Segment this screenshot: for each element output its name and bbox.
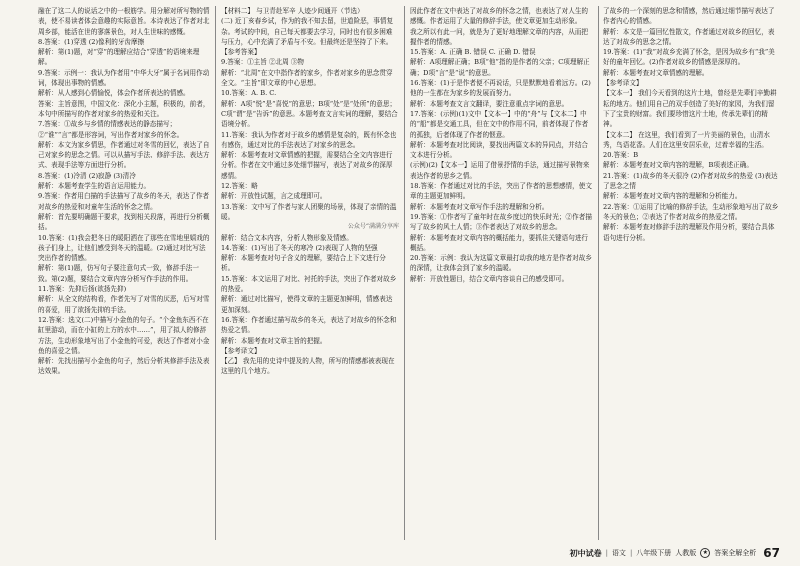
answer-paragraph: 9.答案：①主旨 ②北周 ③物 — [221, 58, 305, 67]
answer-paragraph: 解析：A项“悦”是“喜悦”的意思；B项“处”是“处所”的意思；C项“谓”是“告诉”的意思。本题考查文言实词的理解，要结合语境分析。 — [221, 99, 398, 129]
watermark-text: 公众号“满满分享库 — [347, 223, 399, 231]
footer-brand: 初中试卷 — [569, 548, 602, 558]
column-3 — [410, 6, 593, 540]
answer-paragraph: 因此作者在文中表达了对故乡的怀念之情，也表达了对人生的感慨。作者运用了大量的修辞手法，使文章更加生动形象。 — [410, 7, 589, 26]
footer-separator: | — [629, 549, 633, 557]
answer-paragraph: 14.答案：(1)写出了冬天的寒冷 (2)表现了人物的坚强 — [221, 243, 378, 252]
answer-paragraph: 8.答案：(1)冷清 (2)寂静 (3)清冷 — [38, 171, 136, 180]
answer-paragraph: 解析：本题考查对文章内容的概括能力，要抓住关键语句进行概括。 — [410, 233, 589, 252]
answer-paragraph: 解析：本题考查对文章主旨的把握。 — [221, 336, 327, 345]
answer-paragraph: 解析：本题考查对文章情感的把握，需要结合全文内容进行分析。作者在文中通过多处细节描写，表达了对故乡的深厚感情。 — [221, 151, 393, 180]
answer-paragraph: 解析：从全文的结构看，作者先写了对雪的厌恶，后写对雪的喜爱，用了欲扬先抑的手法。 — [38, 295, 210, 314]
answer-paragraph: 解析：本文是一篇回忆性散文，作者通过对故乡的回忆，表达了对故乡的思念之情。 — [603, 27, 775, 46]
answer-paragraph: 解析：第(1)题，仿写句子要注意句式一致，修辞手法一致。第(2)题，要结合文章内容分析写作手法的作用。 — [38, 264, 199, 283]
answer-paragraph: 17.答案：(示例)(1)文中【文本一】中的“舟”与【文本二】中的“船”都是交通工具，但在文中的作用不同，前者体现了作者的孤独，后者体现了作者的惬意。 — [410, 109, 589, 139]
answer-paragraph: 解析：本题考查对文章情感的理解。 — [603, 68, 709, 77]
answer-paragraph: 16.答案：作者通过描写故乡的冬天，表达了对故乡的怀念和热爱之情。 — [221, 315, 397, 335]
answer-paragraph: 解析：本题考查文言文翻译，要注意重点字词的意思。 — [410, 99, 569, 108]
answer-paragraph: 21.答案：(1)故乡的冬天很冷 (2)作者对故乡的热爱 (3)表达了思念之情 — [603, 171, 778, 191]
answer-paragraph: 15.答案：A. 正确 B. 错误 C. 正确 D. 错误 — [410, 48, 536, 57]
answer-paragraph: 解析：本题考查学生的语言运用能力。 — [38, 182, 151, 191]
answer-paragraph: 13.答案：文中写了作者与家人团聚的场景，体现了亲情的温暖。 — [221, 202, 397, 221]
answer-paragraph: 22.答案：①运用了比喻的修辞手法，生动形象地写出了故乡冬天的景色；②表达了作者对故乡的热爱之情。 — [603, 202, 779, 221]
column-divider — [215, 6, 216, 540]
star-icon: ★ — [700, 548, 710, 558]
answer-paragraph: 【参考译文】 — [603, 79, 643, 88]
answer-paragraph: 20.答案：B — [603, 151, 639, 160]
answer-paragraph: 解析：A项理解正确；B项“他”指的是作者的父亲；C项理解正确；D项“言”是“说”的意思。 — [410, 58, 590, 77]
answer-paragraph: 了故乡的一个深刻的思念和情感，然后通过细节描写表达了作者内心的情感。 — [603, 7, 775, 26]
column-divider — [598, 6, 599, 540]
answer-paragraph: 8.答案：(1)穿透 (2)像利的牙齿摩擦 — [38, 37, 145, 46]
answer-paragraph: 解析：本题考查对修辞手法的理解及作用分析，要结合具体语句进行分析。 — [603, 223, 775, 242]
answer-paragraph: 答案：主旨意图，中国文化：深化小主题，积极的，前者，本句中所描写的作者对家乡的热爱和关注。 — [38, 99, 210, 118]
answer-paragraph: 19.答案：①作者写了童年时在故乡度过的快乐时光；②作者描写了故乡的风土人情；③作者表达了对故乡的思念。 — [410, 212, 592, 232]
answer-paragraph: 【参考答案】 — [221, 48, 261, 57]
answer-paragraph: 解析：第(1)题，对“穿”的理解应结合“穿透”的语境来理解。 — [38, 48, 200, 67]
answer-paragraph: 9.答案：示例一：我认为作者用“中华大牙”属于名词用作动词，体现出事物的情感。 — [38, 68, 210, 88]
column-1 — [38, 6, 210, 540]
answer-paragraph: 解析：首先要明确题干要求，找到相关段落，再进行分析概括。 — [38, 212, 210, 232]
answer-paragraph: 解析：先找出描写小金鱼的句子，然后分析其修辞手法及表达效果。 — [38, 357, 210, 376]
column-divider — [404, 6, 405, 540]
answer-paragraph: 10.答案：(1)我会把冬日的暖阳洒在了那些在雪地里嬉戏的孩子们身上，让他们感受到冬天的温暖。(2)通过对比写法突出作者的情感。 — [38, 233, 210, 263]
answer-paragraph: 16.答案：(1)于是作者便不再说话，只是默默地看着远方。(2)他的一生都在为家乡的发展而努力。 — [410, 79, 591, 98]
answer-paragraph: (二) 近丁亥春乡试，作为的我不知去留，世道险恶，事情复杂。考试的中间，自己每天都要去学习，同时也有很多困难与压力，心中充满了矛盾与不安。但最终还是坚持了下来。 — [221, 17, 394, 46]
answer-paragraph: 解析：本题考查对文章写作手法的理解和分析。 — [410, 202, 549, 211]
answer-paragraph: 解析：开放性试题，言之成理即可。 — [221, 192, 327, 201]
answer-paragraph: 【材料二】 与卫青赴军辛 人迹少间通开（节选） — [221, 7, 364, 15]
footer-grade: 八年级下册 — [636, 549, 672, 557]
page-number: 67 — [763, 546, 780, 560]
answer-paragraph: 解析：开放性题目，结合文章内容谈自己的感受即可。 — [410, 274, 569, 283]
answer-paragraph: 解析：本文为家乡情思，作者通过对冬雪的回忆，表达了自己对家乡的思念之情。可以从描写手法、修辞手法、表达方式、表现手法等方面进行分析。 — [38, 140, 210, 170]
answer-paragraph: 解析：结合文本内容，分析人物形象及情感。 — [221, 233, 353, 242]
answer-paragraph: 融在了这二人的说话之中的一根筋学。用分解对所写物的情表，使不易读者体会意趣的实际意旨。本诗表达了作者对北周乡部，能活在世的寥落景色，对人生世味的感慨。 — [38, 7, 210, 36]
answer-paragraph: 我之所以有此一问，就是为了更好地理解文章的内容，从而把握作者的情感。 — [410, 27, 589, 46]
page-footer — [570, 546, 780, 560]
answer-paragraph: 10.答案：A. B. C. — [221, 89, 277, 98]
answer-paragraph: 11.答案：先抑后扬(欲扬先抑) — [38, 285, 127, 294]
answer-paragraph: 19.答案：(1)“我”对故乡充满了怀念，是因为故乡有“我”美好的童年回忆。(2)作者对故乡的情感是深厚的。 — [603, 48, 775, 67]
column-4 — [603, 6, 781, 540]
answer-paragraph: 7.答案：①故乡与乡情的情感表达的静态描写；②“谁”“言”都是形容词，写出作者对家乡的怀念。 — [38, 120, 184, 139]
column-2 — [221, 6, 399, 540]
footer-subject: 语文 — [611, 549, 626, 557]
answer-paragraph: 【乙】 我先用的史诗中提及的人物，所写的情感都被表现在这里的几个地方。 — [221, 357, 395, 376]
answer-paragraph: (示例)(2)【文本一】运用了借景抒情的手法，通过描写景物来表达作者的思乡之情。 — [410, 161, 590, 180]
answer-paragraph: 解析：本题考查对句子含义的理解，要结合上下文进行分析。 — [221, 254, 386, 273]
answer-paragraph: 解析：“北周”在文中指作者的家乡，作者对家乡的思念贯穿全文。“主旨”即文章的中心思想。 — [221, 68, 393, 88]
answer-paragraph: 解析：本题考查对文章内容的理解，B项表述正确。 — [603, 161, 753, 170]
footer-series: 答案全解全析 — [714, 549, 757, 557]
answer-paragraph: 12.答案：选文(二)中描写小金鱼的句子。“个金鱼东西不在缸里游动，而在小缸的上方的水中……”，用了拟人的修辞方法，生动形象地写出了小金鱼的可爱，表达了作者对小金鱼的喜爱之情。 — [38, 315, 210, 355]
footer-edition: 人教版 — [675, 549, 697, 557]
answer-paragraph: 【参考译文】 — [221, 346, 261, 355]
answer-paragraph: 解析：本题考查对比阅读，要找出两篇文本的异同点，并结合文本进行分析。 — [410, 140, 589, 160]
answer-paragraph: 解析：从人感到心情愉悦，体会作者所表达的情感。 — [38, 89, 190, 98]
answer-paragraph: 12.答案：略 — [221, 182, 258, 191]
answer-paragraph: 20.答案：示例：我认为这篇文章最打动我的地方是作者对故乡的深情，让我体会到了家乡的温暖。 — [410, 254, 592, 273]
answer-paragraph: 11.答案：我认为作者对于故乡的感情是复杂的，既有怀念也有感伤，通过对比的手法表达了对家乡的思念。 — [221, 130, 397, 149]
answer-paragraph: 【文本二】 在这里，我们看到了一片美丽的景色，山清水秀，鸟语花香。人们在这里安居乐业，过着幸福的生活。 — [603, 130, 770, 149]
answer-paragraph: 15.答案：本文运用了对比、衬托的手法，突出了作者对故乡的热爱。 — [221, 274, 397, 294]
answer-paragraph: 18.答案：作者通过对比的手法，突出了作者的思想感情，使文章的主题更加鲜明。 — [410, 182, 592, 201]
answer-paragraph: 【文本一】 我们今天看到的这片土地，曾经是先辈们辛勤耕耘的地方。他们用自己的双手创造了美好的家园，为我们留下了宝贵的财富。我们要珍惜这片土地，传承先辈们的精神。 — [603, 89, 777, 129]
answer-paragraph: 解析：本题考查对文章内容的理解和分析能力。 — [603, 192, 742, 201]
footer-separator: | — [605, 549, 608, 557]
answer-paragraph: 9.答案：作者用白描的手法描写了故乡的冬天，表达了作者对故乡的热爱和对童年生活的怀念之情。 — [38, 192, 210, 211]
answer-paragraph: 解析：通过对比描写，使得文章的主题更加鲜明，情感表达更加深刻。 — [221, 295, 393, 314]
